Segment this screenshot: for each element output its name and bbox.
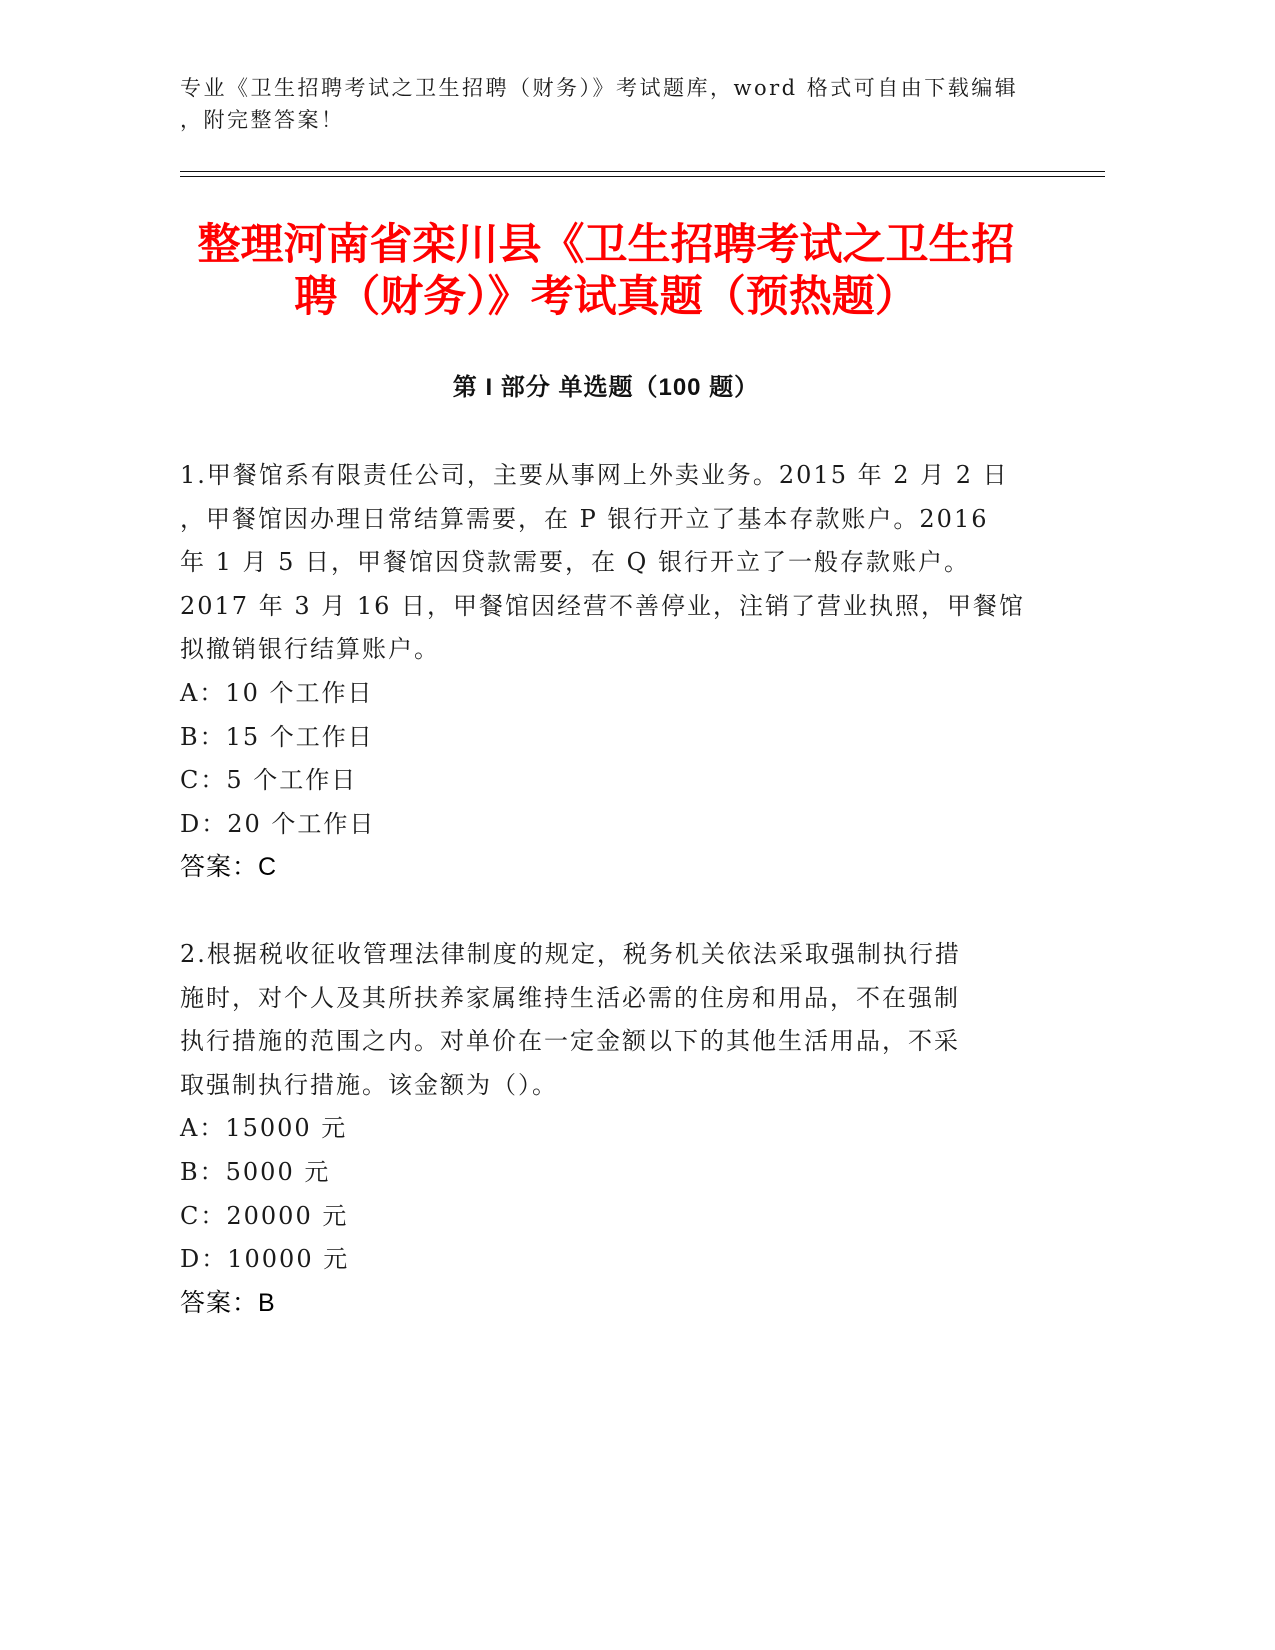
- option-b: B：15 个工作日: [180, 722, 374, 751]
- question-stem-line: 2017 年 3 月 16 日，甲餐馆因经营不善停业，注销了营业执照，甲餐馆: [180, 591, 1026, 620]
- section-heading: 第 I 部分 单选题（100 题）: [452, 374, 760, 401]
- question-stem-line: 执行措施的范围之内。对单价在一定金额以下的其他生活用品，不采: [180, 1027, 960, 1056]
- header-note: [180, 72, 1018, 136]
- header-note-line: 专业《卫生招聘考试之卫生招聘（财务）》考试题库，word 格式可自由下载编辑: [180, 76, 1019, 100]
- question-stem-line: 1.甲餐馆系有限责任公司，主要从事网上外卖业务。2015 年 2 月 2 日: [180, 461, 1009, 489]
- exam-title-line: 聘（财务）》考试真题（预热题）: [294, 272, 918, 322]
- option-b: B：5000 元: [180, 1157, 331, 1186]
- exam-title-line: 整理河南省栾川县《卫生招聘考试之卫生招: [197, 220, 1015, 270]
- question-stem-line: 拟撤销银行结算账户。: [180, 635, 440, 664]
- question-1: [180, 454, 1025, 890]
- question-stem-line: 2.根据税收征收管理法律制度的规定，税务机关依法采取强制执行措: [180, 940, 961, 968]
- header-rule-bottom: [180, 176, 1105, 177]
- option-d: D：20 个工作日: [180, 809, 376, 838]
- question-stem-line: 年 1 月 5 日，甲餐馆因贷款需要，在 Q 银行开立了一般存款账户。: [180, 548, 970, 577]
- question-stem-line: ，甲餐馆因办理日常结算需要，在 P 银行开立了基本存款账户。2016: [180, 504, 989, 533]
- option-c: C：5 个工作日: [180, 766, 358, 795]
- question-stem-line: 取强制执行措施。该金额为（）。: [180, 1070, 558, 1099]
- header-rule-top: [180, 171, 1105, 172]
- question-stem-line: 施时，对个人及其所扶养家属维持生活必需的住房和用品，不在强制: [180, 983, 960, 1012]
- exam-title: [180, 219, 1032, 323]
- answer-line: 答案：B: [180, 1288, 276, 1317]
- question-2: [180, 933, 961, 1325]
- header-note-line: ，附完整答案！: [180, 108, 345, 132]
- option-a: A：15000 元: [180, 1114, 348, 1143]
- option-c: C：20000 元: [180, 1201, 349, 1230]
- option-a: A：10 个工作日: [180, 678, 374, 707]
- option-d: D：10000 元: [180, 1245, 350, 1274]
- answer-line: 答案：C: [180, 853, 278, 882]
